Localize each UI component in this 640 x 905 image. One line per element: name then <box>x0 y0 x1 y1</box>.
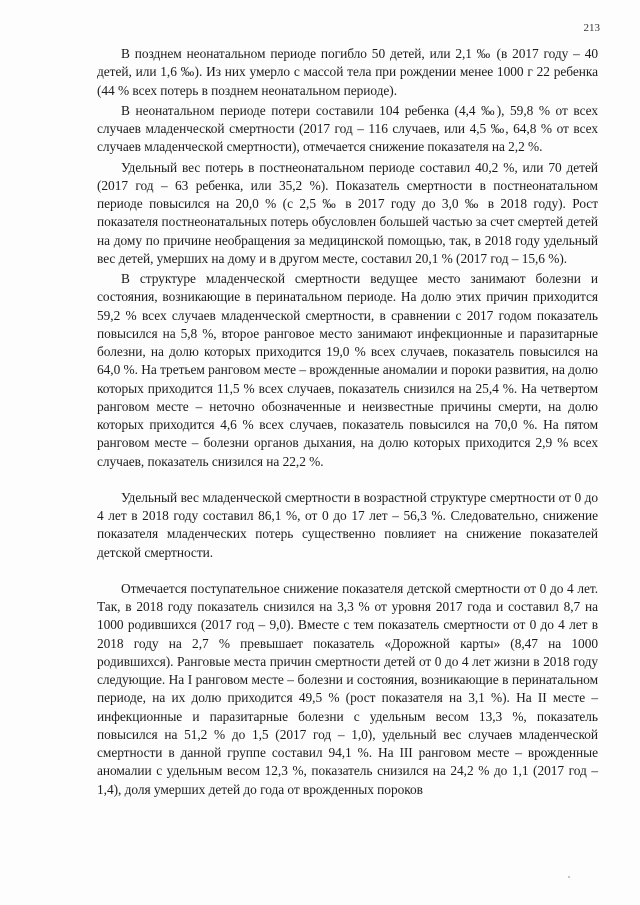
paragraph-age-structure: Удельный вес младенческой смертности в возрастной структуре смертности от 0 до 4 лет в 2018 году составил 86,1 %, от 0 до 17 лет – 56,3 %. Следовательно, снижение показателя младенческих потерь существенно повлияет на снижение показателей детской смертности. <box>97 489 598 560</box>
page-body <box>97 45 598 801</box>
paragraph-late-neonatal: В позднем неонатальном периоде погибло 50 детей, или 2,1 ‰ (в 2017 году – 40 детей, или 1,6 ‰). Из них умерло с массой тела при рождении менее 1000 г 22 ребенка (44 % всех потерь в позднем неонатальном периоде). <box>97 46 598 98</box>
paragraph-neonatal: В неонатальном периоде потери составили 104 ребенка (4,4 ‰), 59,8 % от всех случаев младенческой смертности (2017 год – 116 случаев, или 4,5 ‰, 64,8 % от всех случаев младенческой смертности), отмечается снижение показателя на 2,2 %. <box>97 102 598 155</box>
page-number: 213 <box>583 22 600 34</box>
paragraph-mortality-structure: В структуре младенческой смертности ведущее место занимают болезни и состояния, возникающие в перинатальном периоде. На долю этих причин приходится 59,2 % всех случаев младенческой смертности, в сравнении с 2017 годом показатель повысился на 5,8 %, второе ранговое место занимают инфекционные и паразитарные болезни, на долю которых приходится 19,0 % всех случаев, показатель повысился на 64,0 %. На третьем ранговом месте – врожденные аномалии и пороки развития, на долю которых приходится 11,5 % всех случаев, показатель снизился на 25,4 %. На четвертом ранговом месте – неточно обозначенные и неизвестные причины смерти, на долю которых приходится 4,6 % всех случаев, показатель повысился на 70,0 %. На пятом ранговом месте – болезни органов дыхания, на долю которых приходится 2,9 % всех случаев, показатель снизился на 22,2 %. <box>97 271 598 469</box>
paragraph-child-mortality-0-4: Отмечается поступательное снижение показателя детской смертности от 0 до 4 лет. Так, в 2018 году показатель снизился на 3,3 % от уровня 2017 года и составил 8,7 на 1000 родившихся (2017 год – 9,0). Вместе с тем показатель смертности от 0 до 4 лет в 2018 году на 2,7 % превышает показатель «Дорожной карты» (8,47 на 1000 родившихся). Ранговые места причин смертности детей от 0 до 4 лет жизни в 2018 году следующие. На I ранговом месте – болезни и состояния, возникающие в перинатальном периоде, на их долю приходится 49,5 % (рост показателя на 3,1 %). На II месте – инфекционные и паразитарные болезни с удельным весом 13,3 %, показатель повысился на 51,2 % до 1,5 (2017 год – 1,0), удельный вес случаев младенческой смертности в данной группе составил 94,1 %. На III ранговом месте – врожденные аномалии с удельным весом 12,3 %, показатель снизился на 24,2 % до 1,1 (2017 год – 1,4), доля умерших детей до года от врожденных пороков <box>97 580 598 797</box>
scan-speck <box>568 876 570 878</box>
paragraph-postneonatal: Удельный вес потерь в постнеонатальном периоде составил 40,2 %, или 70 детей (2017 год – 63 ребенка, или 35,2 %). Показатель смертности в постнеонатальном периоде повысился на 20,0 % (с 2,5 ‰ в 2017 году до 3,0 ‰ в 2018 году). Рост показателя постнеонатальных потерь обусловлен большей частью за счет смертей детей на дому по причине необращения за медицинской помощью, так, в 2018 году удельный вес детей, умерших на дому и в другом месте, составил 20,1 % (2017 год – 15,6 %). <box>97 159 598 266</box>
